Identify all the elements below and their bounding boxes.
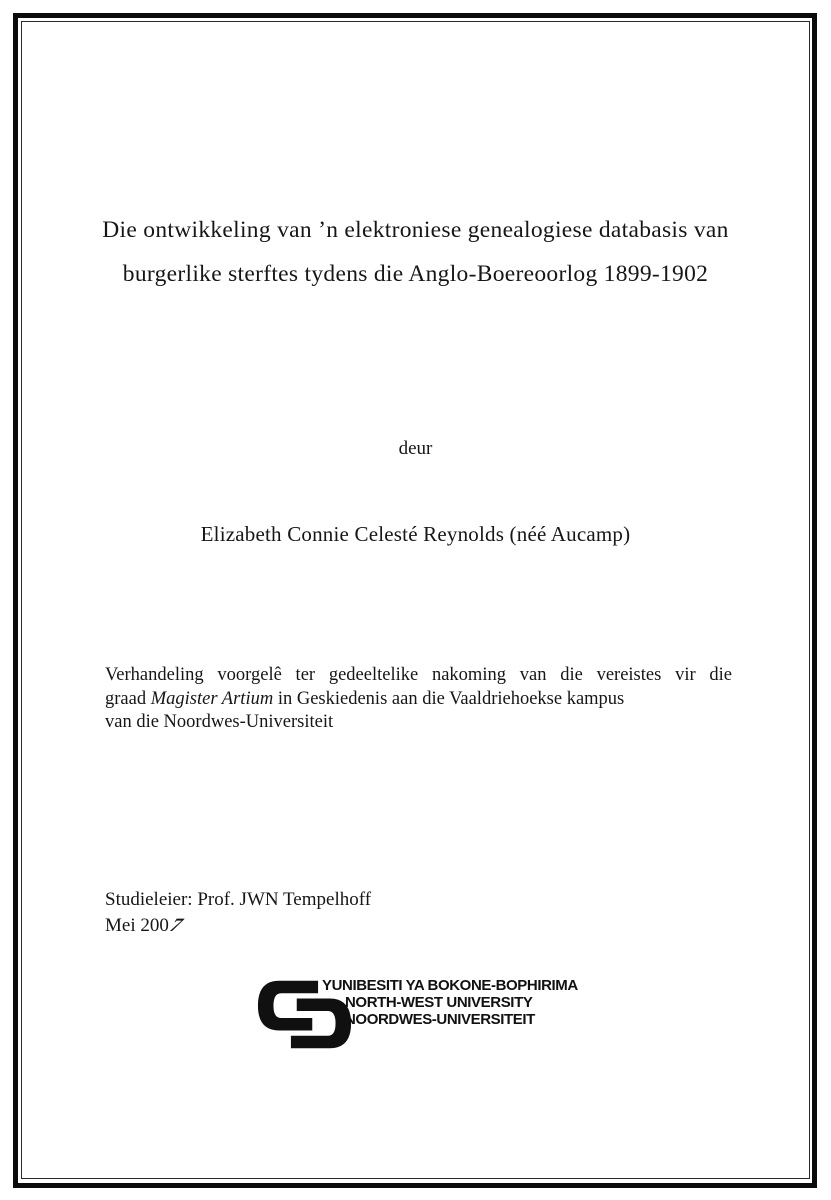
degree-name: Magister Artium	[150, 688, 274, 709]
declaration-line-2-post: in Geskiedenis aan die Vaaldriehoekse kampus	[273, 688, 625, 709]
date-line	[105, 913, 371, 939]
thesis-title	[60, 208, 771, 296]
supervisor-line: Studieleier: Prof. JWN Tempelhoff	[105, 889, 372, 910]
date-last-digit: 7	[164, 915, 188, 936]
declaration-line-1: Verhandeling voorgelê ter gedeeltelike nakoming van die vereistes vir die	[105, 665, 732, 685]
author-name: Elizabeth Connie Celesté Reynolds (néé Aucamp)	[200, 522, 631, 546]
title-line-2: burgerlike sterftes tydens die Anglo-Boereoorlog 1899-1902	[122, 261, 709, 287]
declaration-line-2-pre: graad	[105, 688, 151, 709]
thesis-declaration	[105, 664, 732, 735]
nwu-logo	[256, 977, 586, 1055]
logo-line-setswana: YUNIBESITI YA BOKONE-BOPHIRIMA	[322, 977, 578, 994]
title-line-1: Die ontwikkeling van ’n elektroniese genealogiese databasis van	[102, 217, 729, 243]
byline-deur: deur	[398, 438, 433, 459]
declaration-line-2	[105, 688, 732, 712]
logo-line-afrikaans: NOORDWES-UNIVERSITEIT	[345, 1011, 535, 1028]
supervisor-block	[105, 887, 371, 939]
date-prefix: Mei 200	[105, 915, 169, 936]
nwu-logo-wordmark	[322, 977, 578, 1028]
logo-line-english: NORTH-WEST UNIVERSITY	[345, 994, 533, 1011]
declaration-line-3: van die Noordwes-Universiteit	[105, 712, 334, 732]
